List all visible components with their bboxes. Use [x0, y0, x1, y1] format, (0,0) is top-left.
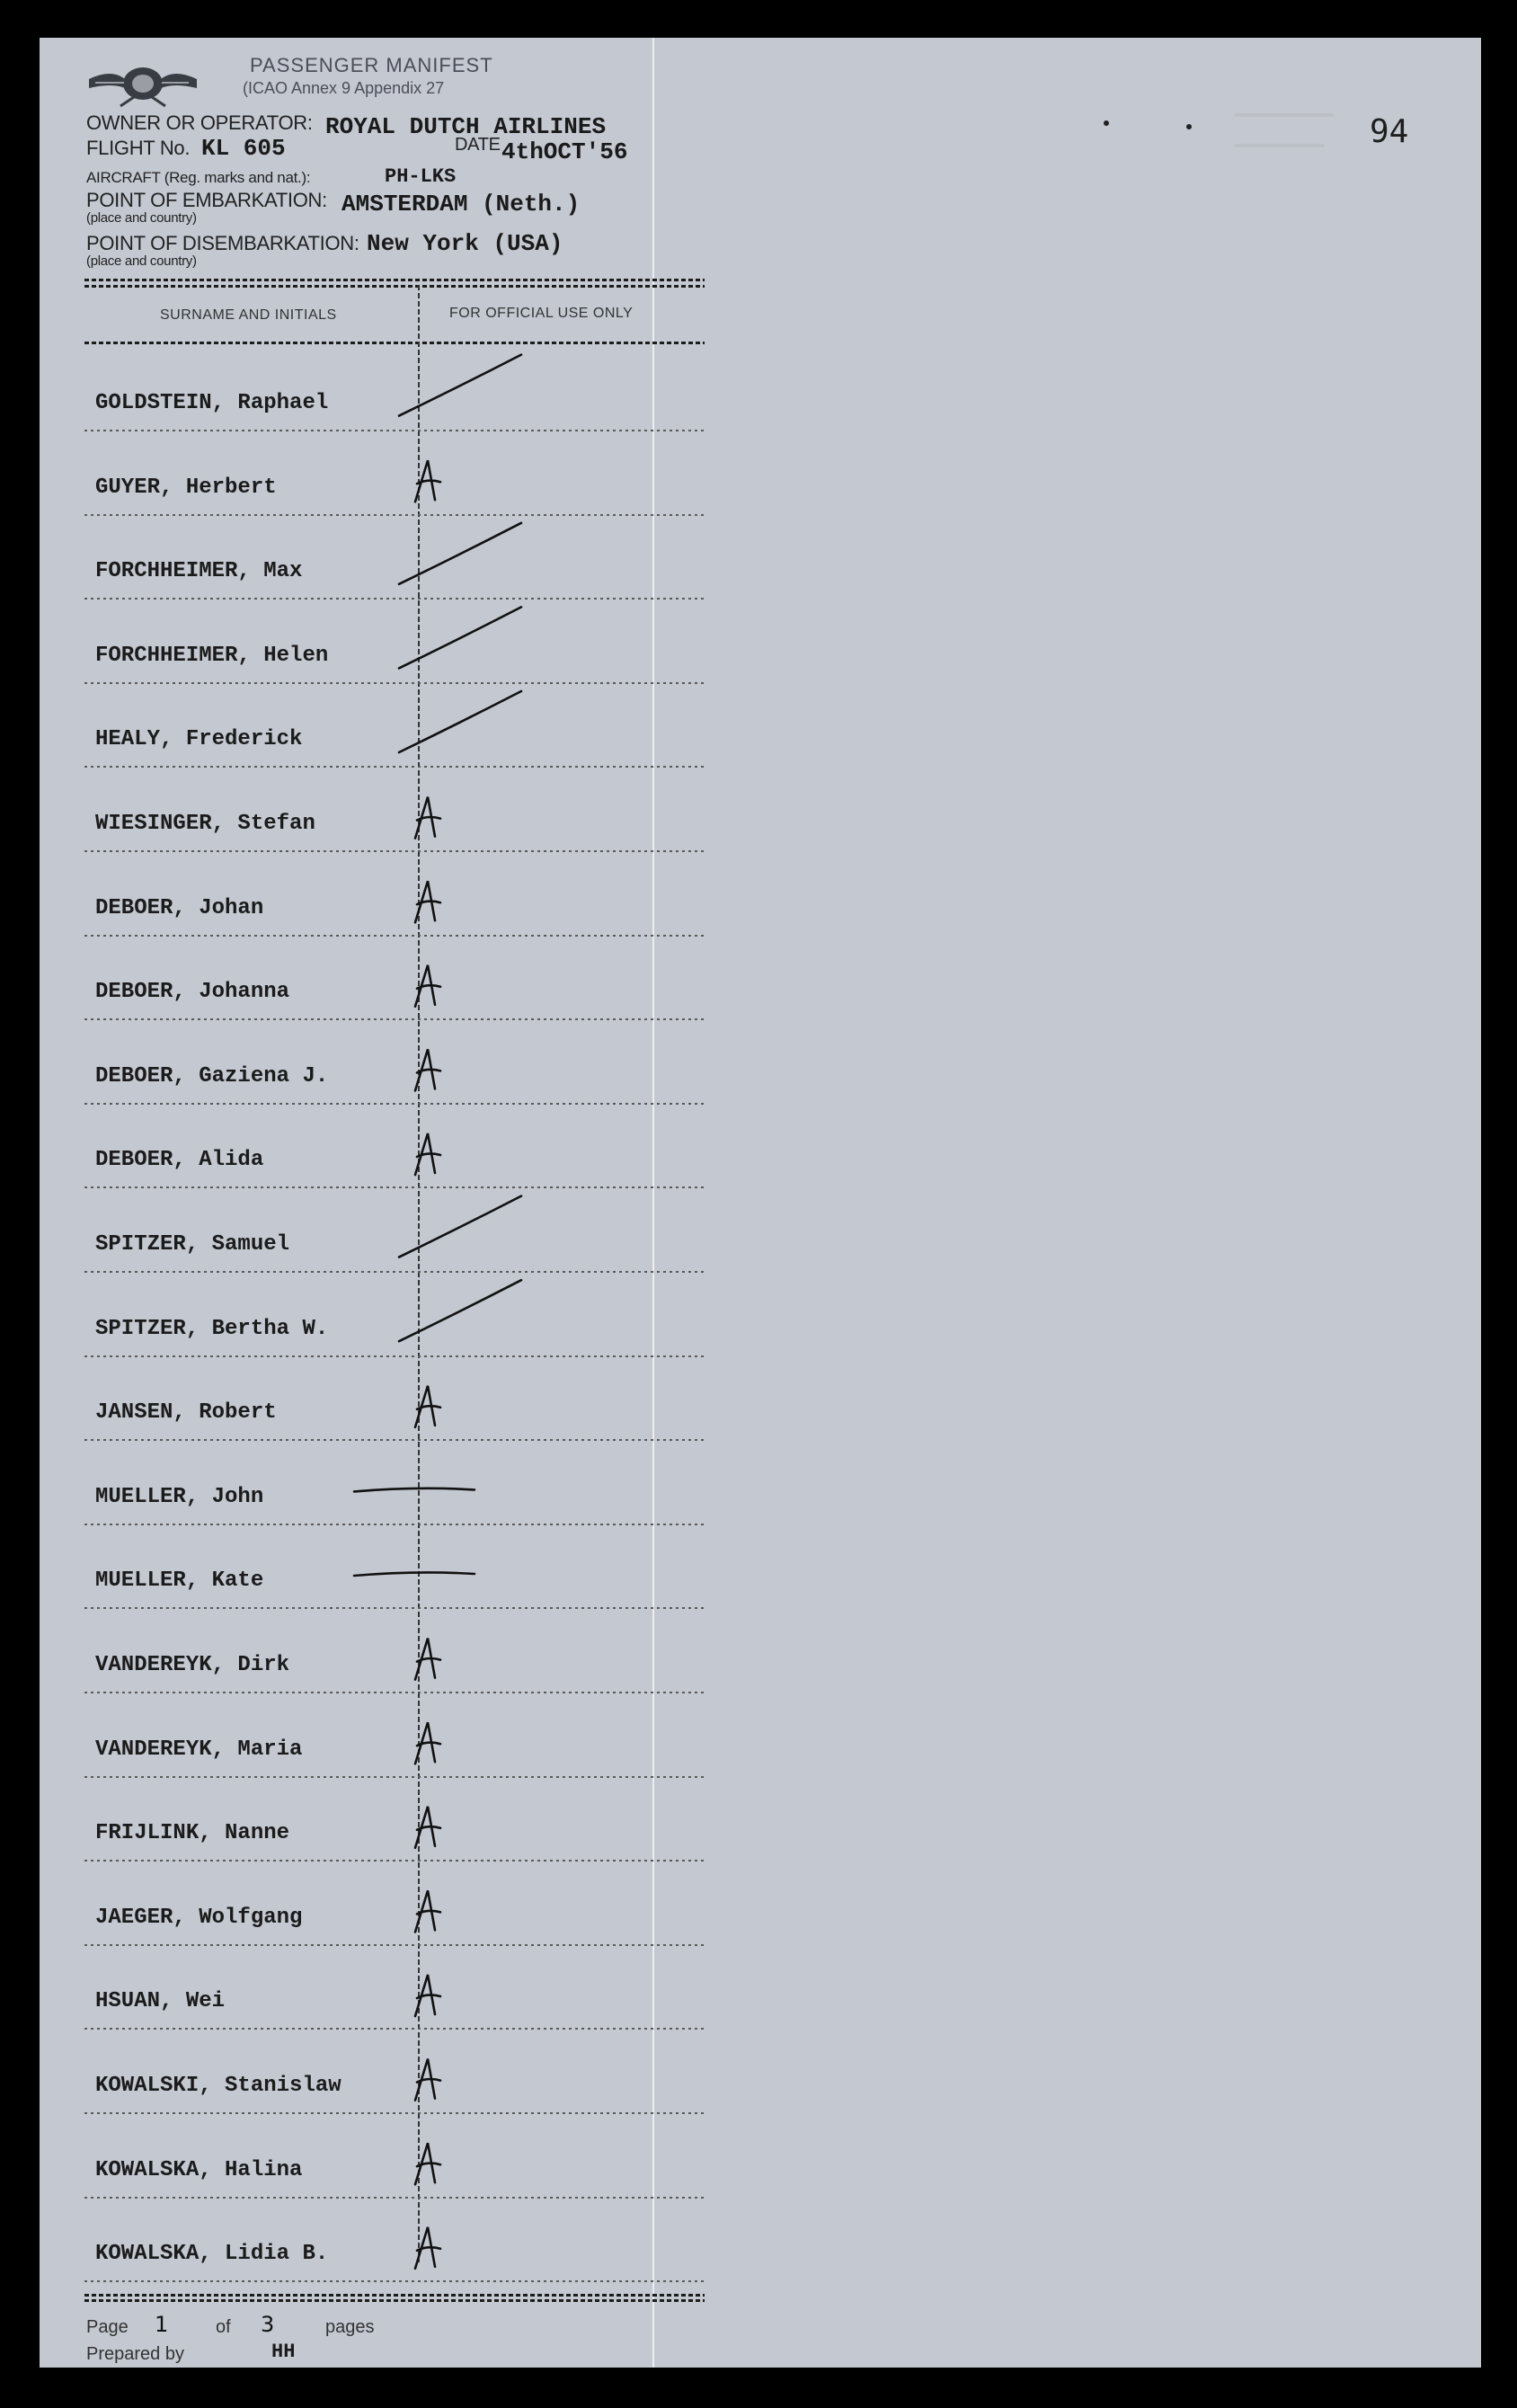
passenger-name: VANDEREYK, Dirk — [95, 1653, 290, 1677]
row-rule — [84, 2280, 705, 2282]
footer-rule — [84, 2294, 705, 2297]
footer-page-value: 1 — [155, 2312, 169, 2337]
passenger-name: VANDEREYK, Maria — [95, 1737, 303, 1762]
passenger-row — [84, 1610, 705, 1693]
aircraft-label: AIRCRAFT (Reg. marks and nat.): — [86, 169, 311, 186]
passenger-name: FORCHHEIMER, Helen — [95, 643, 329, 668]
passenger-row — [84, 1694, 705, 1778]
passenger-row — [84, 432, 705, 516]
column-header-rule — [84, 342, 705, 344]
embark-label: POINT OF EMBARKATION: — [86, 189, 327, 211]
passenger-row — [84, 769, 705, 852]
passenger-name: SPITZER, Bertha W. — [95, 1316, 329, 1341]
passenger-row — [84, 1021, 705, 1105]
manifest-subtitle: (ICAO Annex 9 Appendix 27 — [243, 79, 445, 97]
flight-value: KL 605 — [201, 135, 286, 162]
aircraft-value: PH-LKS — [385, 165, 457, 188]
passenger-name: KOWALSKA, Lidia B. — [95, 2242, 329, 2267]
passenger-name: DEBOER, Johan — [95, 895, 264, 920]
disembark-value: New York (USA) — [367, 230, 563, 257]
header-rule — [84, 285, 705, 288]
embark-value: AMSTERDAM (Neth.) — [342, 191, 581, 218]
passenger-name: KOWALSKI, Stanislaw — [95, 2074, 342, 2098]
date-value: 4thOCT'56 — [501, 138, 628, 165]
passenger-name: FORCHHEIMER, Max — [95, 559, 303, 584]
passenger-name: DEBOER, Johanna — [95, 980, 290, 1005]
owner-value: ROYAL DUTCH AIRLINES — [325, 113, 607, 140]
passenger-name: FRIJLINK, Nanne — [95, 1821, 290, 1846]
passenger-name: DEBOER, Alida — [95, 1148, 264, 1173]
passenger-row — [84, 1946, 705, 2030]
passenger-row — [84, 1274, 705, 1357]
footer-pages-label: pages — [325, 2317, 375, 2337]
flight-label: FLIGHT No. — [86, 137, 191, 159]
passenger-name: JAEGER, Wolfgang — [95, 1905, 303, 1930]
passenger-name: SPITZER, Samuel — [95, 1232, 290, 1257]
passenger-name: JANSEN, Robert — [95, 1400, 277, 1426]
passenger-row — [84, 1442, 705, 1525]
footer-prepared-label: Prepared by — [86, 2344, 184, 2364]
passenger-row — [84, 937, 705, 1020]
passenger-name: MUELLER, John — [95, 1484, 264, 1509]
passenger-name: DEBOER, Gaziena J. — [95, 1063, 329, 1088]
passenger-name: WIESINGER, Stefan — [95, 812, 315, 836]
passenger-row — [84, 600, 705, 684]
passenger-name: KOWALSKA, Halina — [95, 2157, 303, 2182]
disembark-sub: (place and country) — [86, 253, 197, 269]
passenger-row — [84, 853, 705, 937]
passenger-row — [84, 2199, 705, 2282]
passenger-row — [84, 1105, 705, 1188]
passenger-row — [84, 1778, 705, 1862]
passenger-name: GUYER, Herbert — [95, 475, 277, 500]
airline-wings-emblem-icon — [84, 52, 201, 115]
passenger-name: GOLDSTEIN, Raphael — [95, 391, 329, 415]
passenger-name: HEALY, Frederick — [95, 727, 303, 752]
stamp-dot — [1186, 124, 1192, 129]
passenger-row — [84, 1189, 705, 1273]
passenger-row — [84, 1357, 705, 1441]
passenger-name: HSUAN, Wei — [95, 1989, 226, 2014]
passenger-row — [84, 1525, 705, 1609]
footer-rule — [84, 2299, 705, 2302]
page-stamp-number: 94 — [1370, 113, 1409, 150]
manifest-page — [40, 38, 1481, 2368]
footer-of-label: of — [216, 2317, 231, 2337]
faint-stamp — [1235, 144, 1325, 147]
embark-sub: (place and country) — [86, 210, 197, 226]
header-rule — [84, 279, 705, 281]
passenger-row — [84, 2115, 705, 2199]
date-label: DATE — [455, 135, 501, 155]
manifest-title: PASSENGER MANIFEST — [250, 54, 493, 76]
footer-page-label: Page — [86, 2317, 129, 2337]
footer-prepared-value: HH — [271, 2341, 296, 2363]
passenger-row — [84, 2030, 705, 2114]
passenger-row — [84, 348, 705, 431]
disembark-label: POINT OF DISEMBARKATION: — [86, 232, 359, 254]
stamp-dot — [1104, 120, 1109, 126]
owner-label: OWNER OR OPERATOR: — [86, 111, 313, 134]
passenger-row — [84, 1862, 705, 1946]
passenger-row — [84, 684, 705, 768]
passenger-row — [84, 516, 705, 600]
passenger-name: MUELLER, Kate — [95, 1568, 264, 1594]
footer-of-value: 3 — [261, 2312, 275, 2337]
faint-stamp — [1235, 113, 1334, 117]
column-header-official: FOR OFFICIAL USE ONLY — [449, 306, 634, 321]
column-header-names: SURNAME AND INITIALS — [160, 307, 337, 323]
